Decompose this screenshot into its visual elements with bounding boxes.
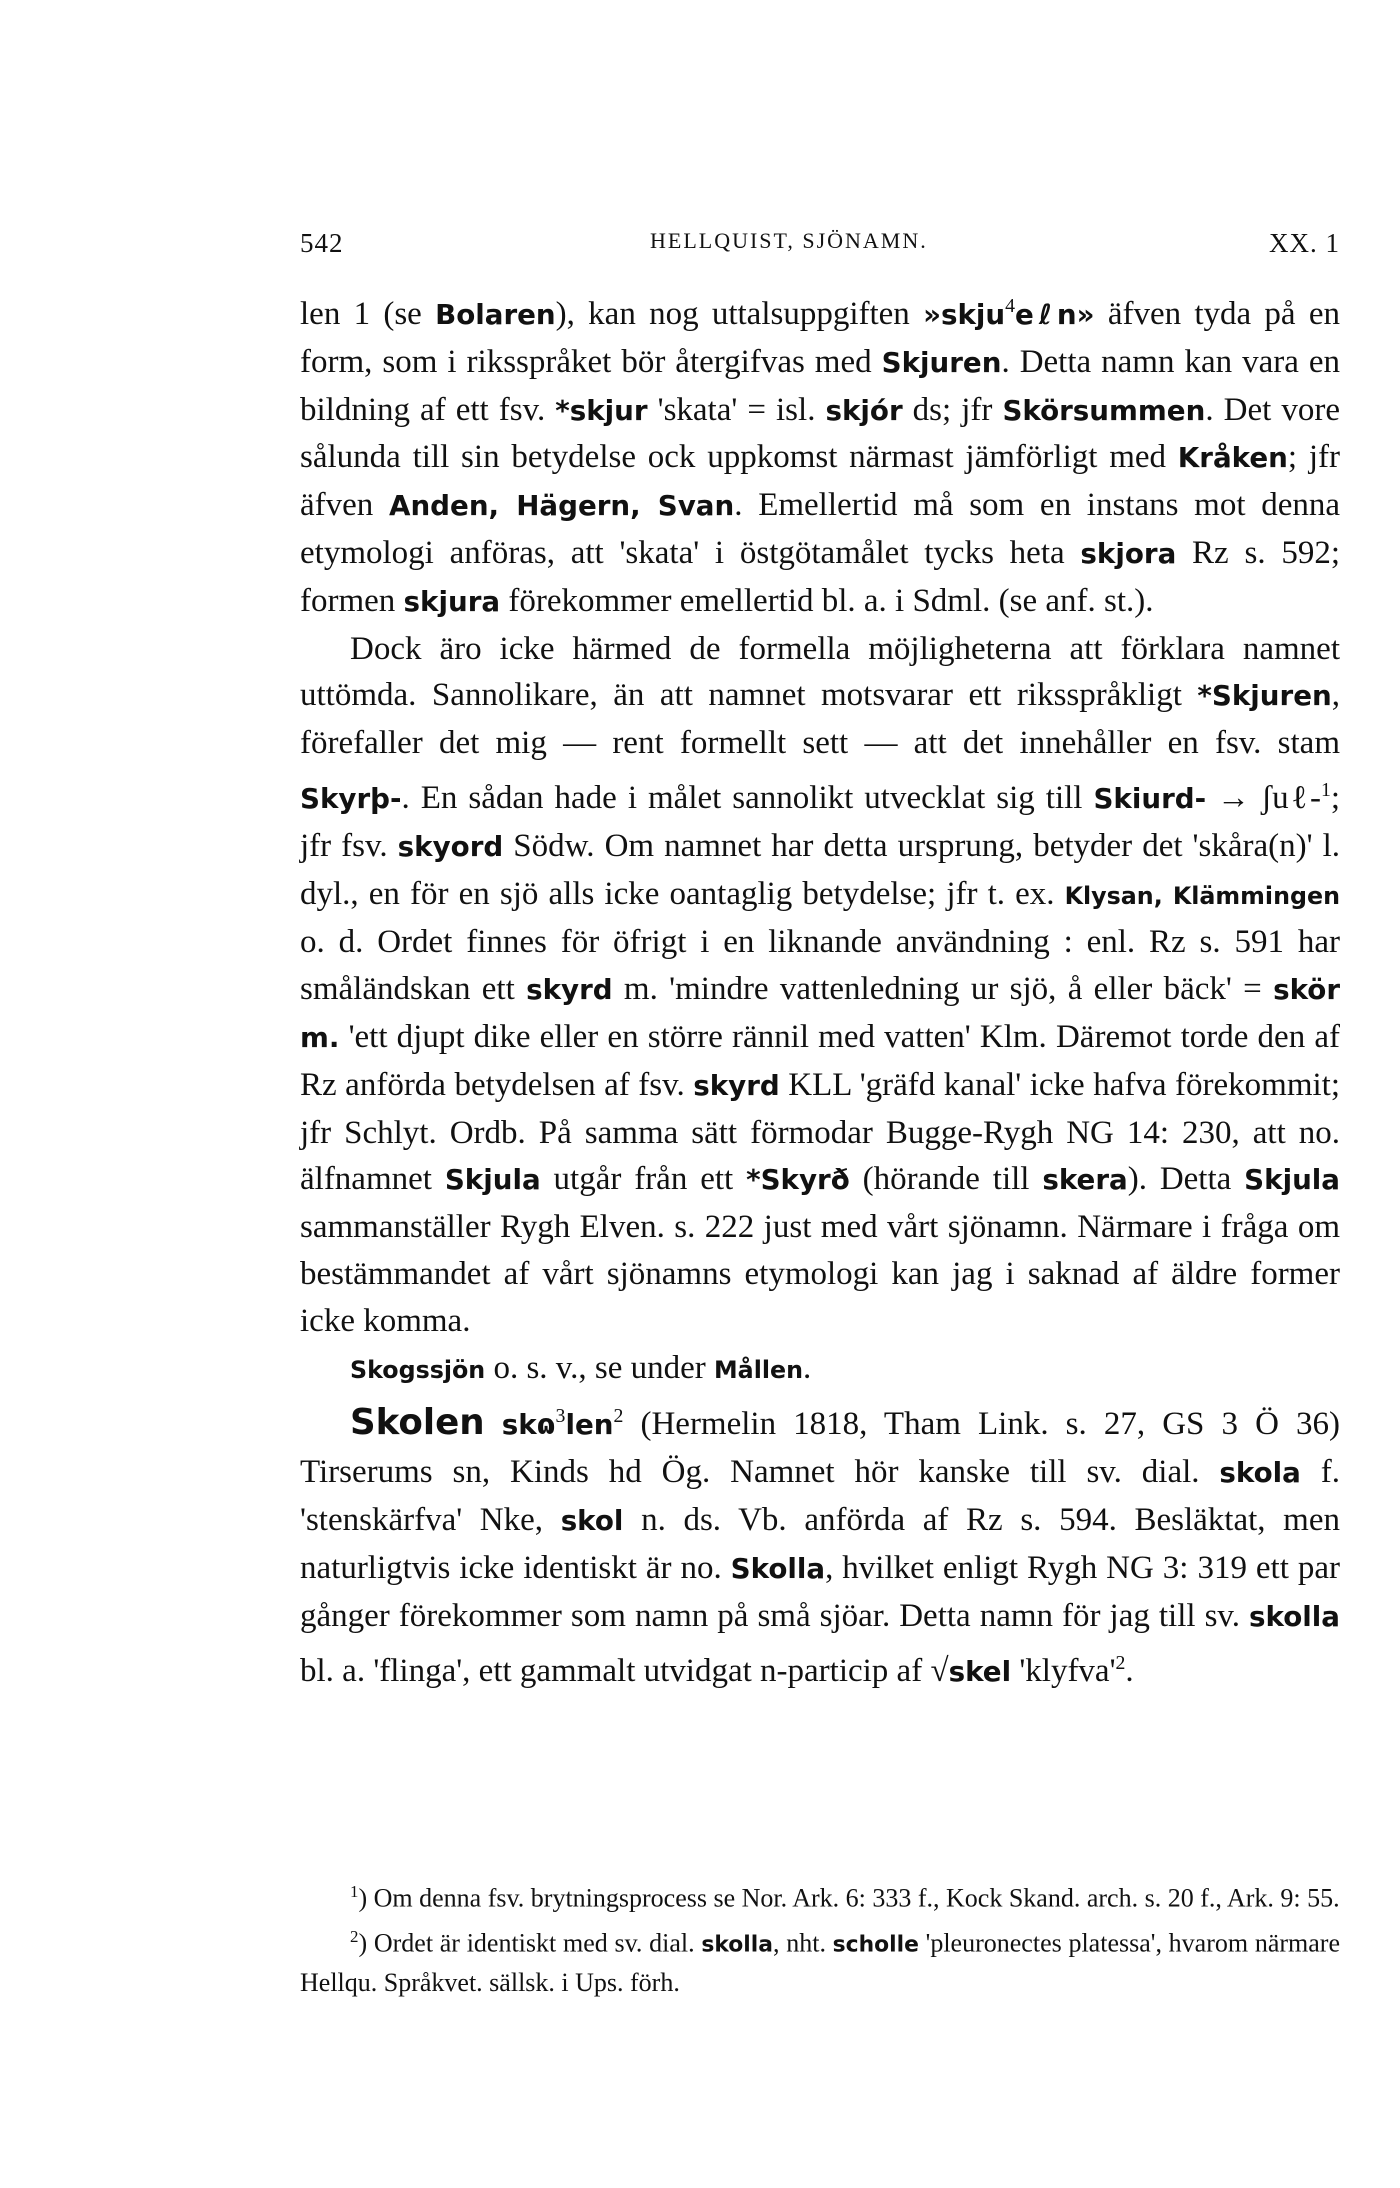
text: äfven tyda på en form, som i riksspråket bör återgifvas med: [300, 296, 1340, 380]
section-number: XX. 1: [1269, 228, 1340, 258]
word-form: skol: [560, 1503, 624, 1537]
text: m. 'mindre vattenledning ur sjö, å eller bäck' =: [612, 971, 1274, 1008]
place-name: Mållen: [714, 1355, 804, 1384]
root-symbol: √: [930, 1653, 949, 1690]
footnote-2: [300, 1918, 1340, 2003]
text: ), kan nog uttalsuppgiften: [555, 296, 924, 332]
word-form: skjór: [825, 393, 903, 427]
text: 'ett djupt dike eller en större rännil med vatten' Klm. Däremot torde den af Rz anförda betydelsen af fsv.: [300, 1018, 1340, 1103]
pronunciation: skɷ: [501, 1408, 556, 1442]
main-text: [300, 283, 1340, 1696]
text: sammanställer Rygh Elven. s. 222 just med vårt sjönamn. Närmare i fråga om bestämmandet af vårt sjönamns etymologi kan jag i saknad af äldre former icke komma.: [300, 1209, 1340, 1339]
text: (Hermelin 1818, Tham Link. s. 27, GS 3 Ö 36) Tirserums sn, Kinds hd Ög. Namnet hör kanske till sv. dial.: [300, 1406, 1341, 1491]
place-name: Bolaren: [435, 298, 556, 331]
place-name: Skogssjön: [350, 1355, 486, 1384]
text: 'skata' = isl.: [647, 391, 826, 428]
word-form: skera: [1042, 1163, 1128, 1197]
word-form: skör m.: [300, 973, 1340, 1054]
text: ds; jfr: [902, 391, 1003, 428]
place-name: Skjuren: [881, 345, 1002, 379]
footnote-ref: 1: [1320, 778, 1331, 801]
word-form: skola: [1219, 1456, 1301, 1490]
footnote-mark: 1: [350, 1882, 359, 1901]
place-name: Skjula: [444, 1163, 541, 1197]
text: ℓ: [1288, 779, 1310, 816]
place-name: Skolla: [730, 1551, 826, 1585]
word-form: skyord: [397, 829, 504, 863]
text: bl. a. 'flinga', ett gammalt utvidgat n-particip af: [300, 1653, 931, 1690]
footnote-1: [300, 1873, 1340, 1918]
text: o. d. Ordet finnes för öfrigt i en liknande användning : enl. Rz s. 591 har småländskan ett: [300, 924, 1340, 1008]
text: ). Detta: [1127, 1161, 1245, 1198]
word-form: skjura: [403, 584, 501, 618]
text: .: [1125, 1653, 1134, 1690]
footnote-text: ) Ordet är identiskt med sv. dial.: [358, 1928, 702, 1958]
footnote-ref: 2: [1115, 1652, 1126, 1675]
dialect-form: eℓn»: [1015, 298, 1095, 331]
pronunciation: len: [565, 1408, 614, 1442]
footnotes: [300, 1873, 1340, 2002]
text: . En sådan hade i målet sannolikt utvecklat sig till: [401, 779, 1094, 816]
word-form: skolla: [701, 1932, 773, 1958]
word-form: skjora: [1080, 536, 1177, 570]
text: → ʃu: [1206, 779, 1289, 816]
paragraph-3: [300, 1345, 1340, 1394]
word-form: skyrd: [526, 973, 613, 1007]
word-form: Skyrþ-: [300, 781, 402, 815]
footnote-text: ) Om denna fsv. brytningsprocess se Nor. Ark. 6: 333 f., Kock Skand. arch. s. 20 f., Ark. 9: 55.: [358, 1883, 1340, 1913]
footnote-text: , nht.: [772, 1928, 833, 1958]
text: , hvilket enligt Rygh NG 3: 319 ett par gånger förekommer som namn på små sjöar. Detta namn för jag till sv.: [300, 1549, 1340, 1634]
word-form: scholle: [832, 1932, 919, 1958]
word-form: *Skyrð: [746, 1163, 850, 1197]
superscript: 4: [1005, 295, 1016, 317]
place-name: Klysan, Klämmingen: [1064, 881, 1340, 910]
text: . Emellertid må som en instans mot denna etymologi anföras, att 'skata' i östgötamålet tycks heta: [300, 487, 1340, 571]
paragraph-2: [300, 626, 1340, 1345]
running-title: HELLQUIST, SJÖNAMN.: [650, 228, 928, 253]
text: o. s. v., se under: [485, 1349, 715, 1386]
text: ; jfr fsv.: [300, 779, 1340, 864]
text: -: [1309, 779, 1321, 816]
text: , förefaller det mig — rent formellt sett — att det innehåller en fsv. stam: [300, 677, 1340, 762]
footnote-mark: 2: [350, 1926, 359, 1946]
text: ; jfr äfven: [300, 439, 1340, 524]
text: 'klyfva': [1011, 1653, 1116, 1690]
text: utgår från ett: [540, 1161, 747, 1198]
entry-headword: Skolen: [350, 1402, 485, 1444]
place-name: Skörsummen: [1002, 393, 1206, 427]
word-form: skyrd: [693, 1068, 780, 1102]
word-form: skolla: [1249, 1599, 1340, 1633]
text: . Detta namn kan vara en bildning af ett fsv.: [300, 343, 1340, 428]
text: förekommer emellertid bl. a. i Sdml. (se anf. st.).: [500, 582, 1154, 619]
superscript: 3: [555, 1405, 566, 1428]
text: len 1 (se: [300, 296, 436, 332]
text: Rz s. 592; formen: [300, 534, 1341, 619]
text: f. 'stenskärfva' Nke,: [300, 1454, 1340, 1538]
place-name: Kråken: [1177, 441, 1288, 475]
text: (hörande till: [849, 1161, 1043, 1198]
word-form: *skjur: [555, 393, 648, 427]
superscript: 2: [613, 1405, 624, 1428]
footnote-text: 'pleuronectes platessa', hvarom närmare Hellqu. Språkvet. sällsk. i Ups. förh.: [300, 1928, 1340, 1998]
word-form: Skiurd-: [1093, 781, 1207, 815]
text: . Det vore sålunda till sin betydelse ock uppkomst närmast jämförligt med: [300, 391, 1340, 476]
page-header: [300, 228, 1340, 268]
paragraph-4: [300, 1393, 1340, 1696]
word-form: skel: [948, 1655, 1012, 1689]
place-name: Anden, Hägern, Svan: [389, 489, 735, 523]
text: KLL 'gräfd kanal' icke hafva förekommit; jfr Schlyt. Ordb. På samma sätt förmodar Bugge-Rygh NG 14: 230, att no. älfnamnet: [300, 1066, 1340, 1198]
page-number: 542: [300, 228, 344, 258]
place-name: Skjula: [1244, 1163, 1341, 1197]
paragraph-1: [300, 283, 1340, 626]
text: [485, 1406, 502, 1442]
text: Södw. Om namnet har detta ursprung, betyder det 'skåra(n)' l. dyl., en för en sjö alls icke oantaglig betydelse; jfr t. ex.: [300, 827, 1340, 912]
text: n. ds. Vb. anförda af Rz s. 594. Besläktat, men naturligtvis icke identiskt är no.: [300, 1501, 1340, 1586]
dialect-form: »skju: [923, 298, 1006, 331]
word-form: *Skjuren: [1197, 679, 1332, 713]
text: Dock äro icke härmed de formella möjligheterna att förklara namnet uttömda. Sannolikare, än att namnet motsvarar ett riksspråkligt: [300, 630, 1340, 714]
text: .: [803, 1349, 812, 1386]
